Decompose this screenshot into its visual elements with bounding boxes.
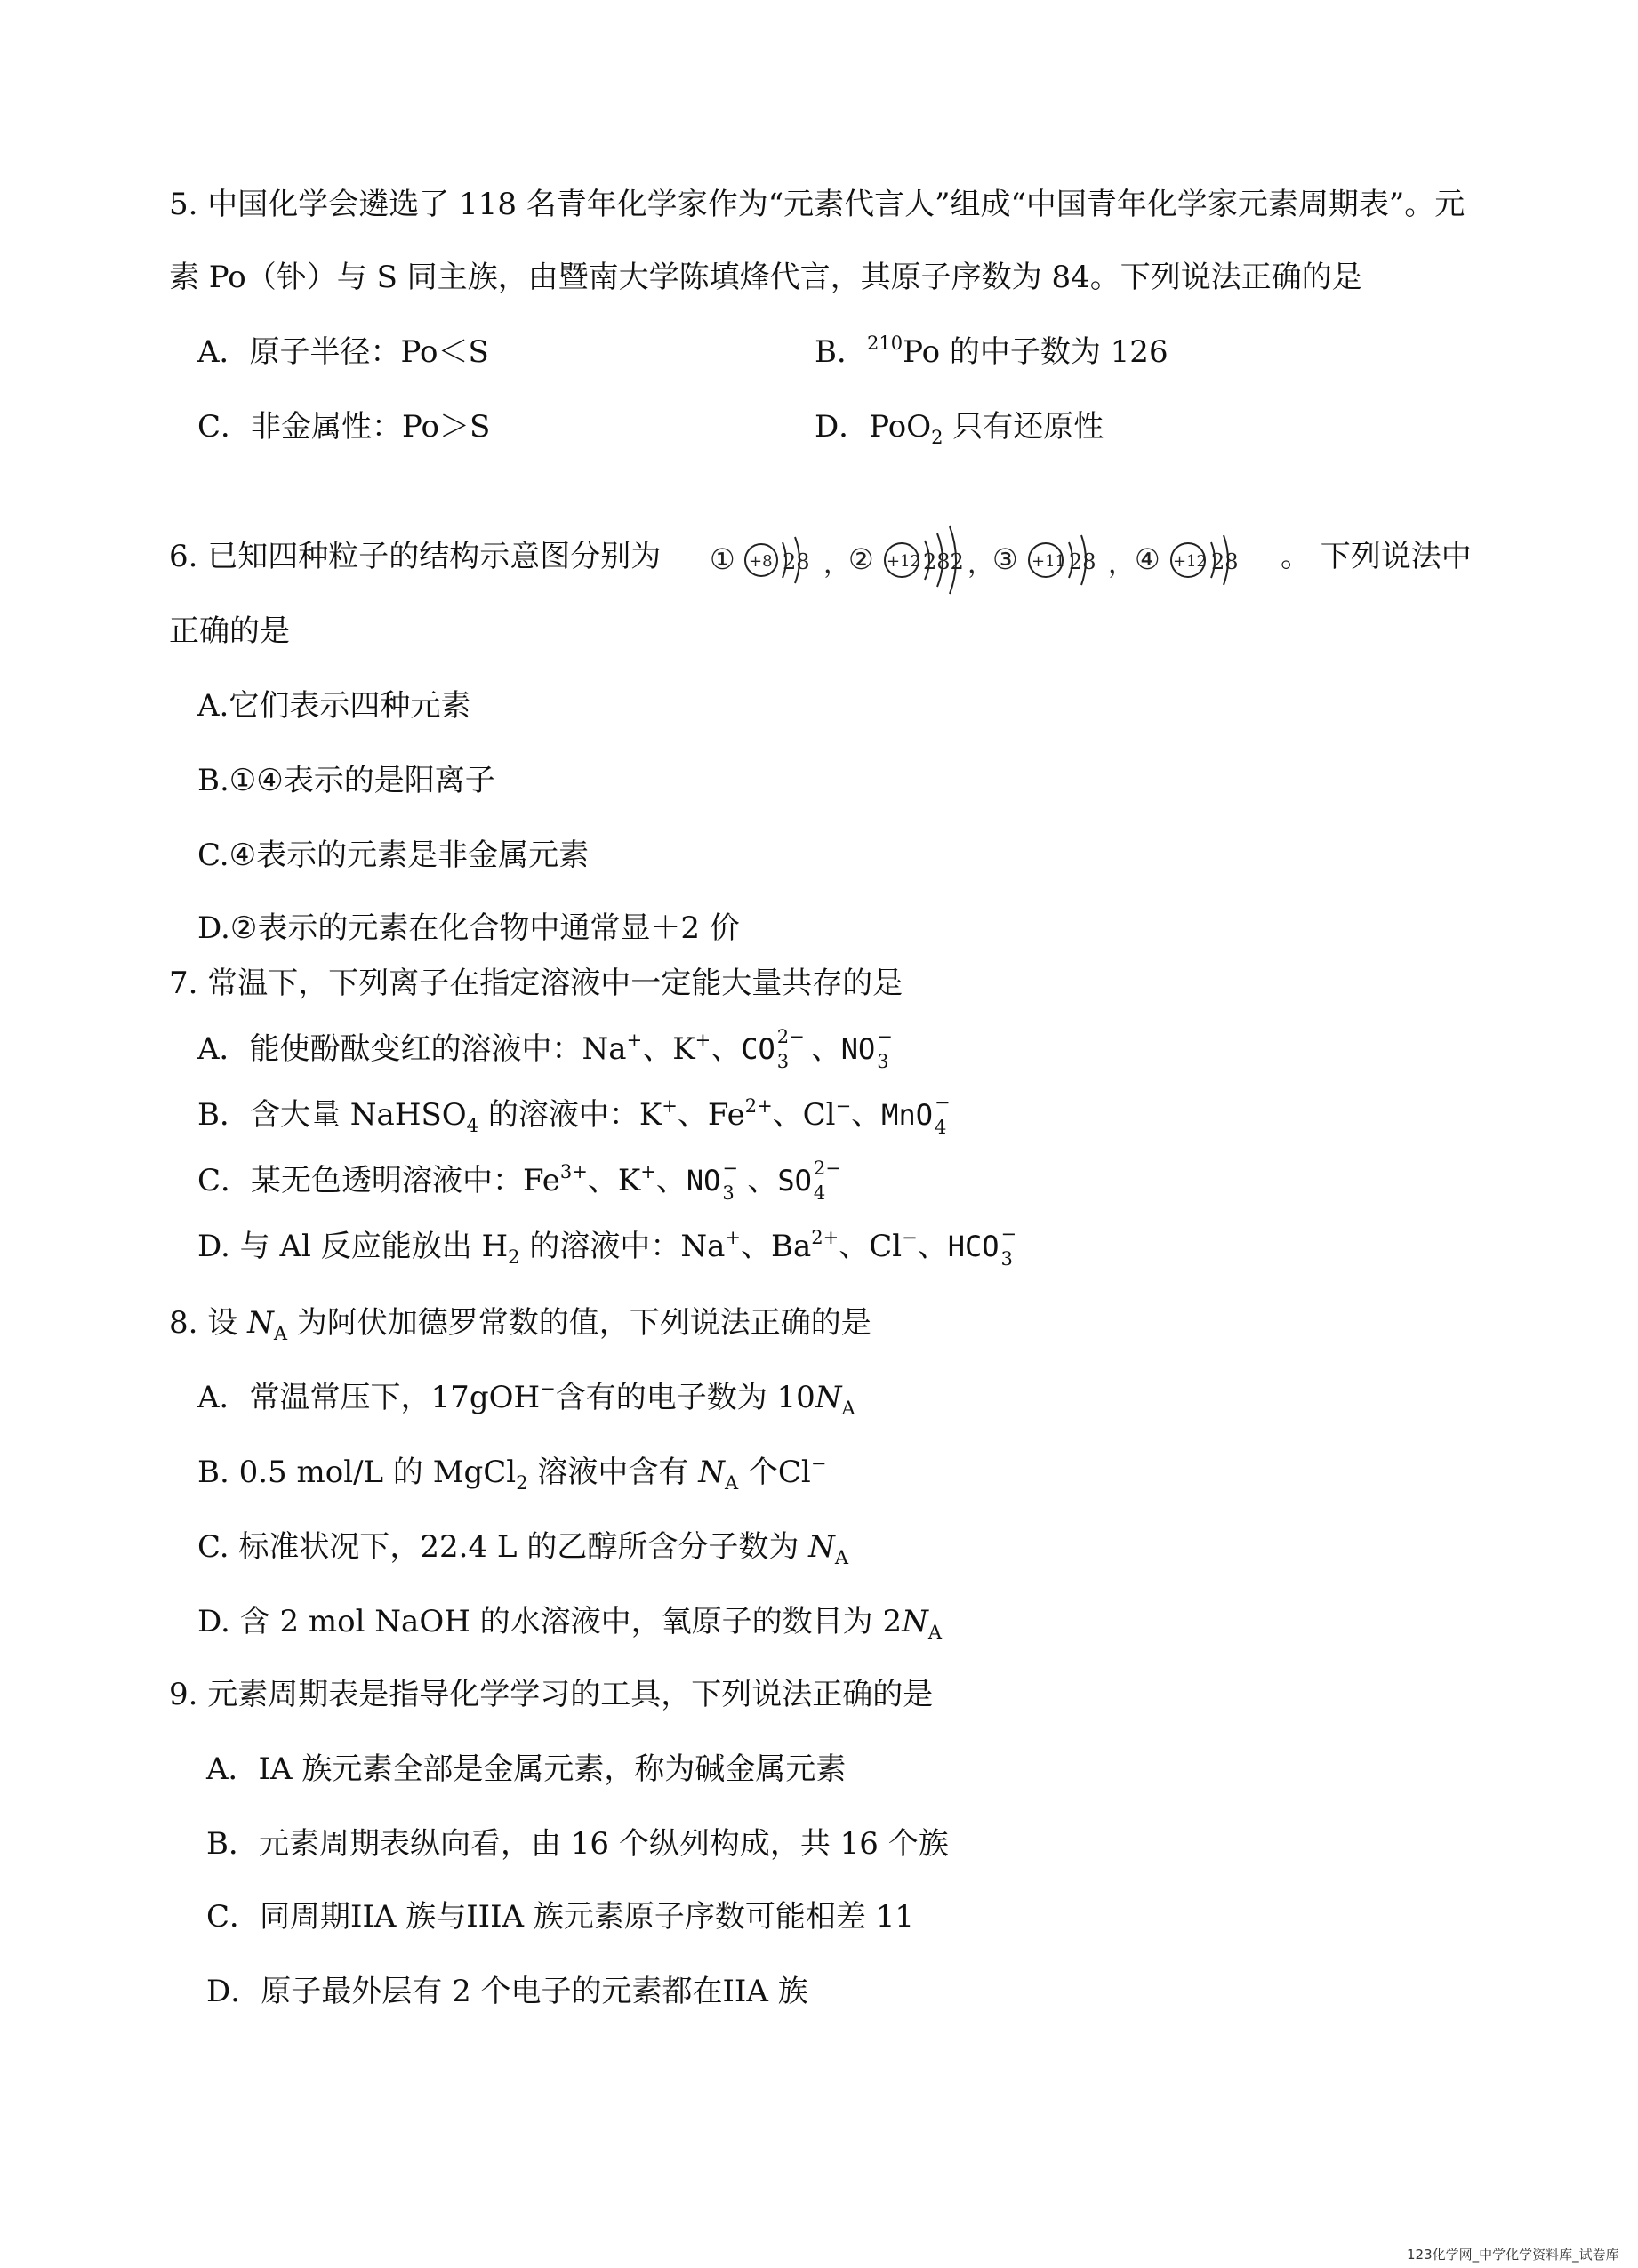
q7b-fe: Fe <box>707 1097 745 1133</box>
q7d-na-charge: + <box>725 1227 741 1248</box>
diagram-1-shells: 28 <box>783 549 810 574</box>
q5-option-c: C．非金属性：Po＞S <box>197 409 491 445</box>
q7-option-b <box>197 1092 960 1138</box>
q7a-sep1: 、 <box>642 1031 673 1067</box>
q8a-pre: A．常温常压下，17gOH <box>197 1380 541 1415</box>
q7b-mid: 的溶液中：K <box>478 1097 662 1133</box>
q7d-hco: HCO <box>947 1230 1000 1263</box>
q7b-cl-charge: − <box>835 1095 852 1117</box>
q8c-n: N <box>808 1529 835 1565</box>
q5-stem-line2: 素 Po（钋）与 S 同主族，由暨南大学陈填烽代言，其原子序数为 84。下列说法正确的是 <box>169 260 1362 295</box>
q8b-post: 个Cl <box>738 1455 811 1490</box>
q8-option-d <box>197 1602 942 1641</box>
q7d-h2-sub: 2 <box>508 1246 520 1268</box>
q8c-pre: C. 标准状况下，22.4 L 的乙醇所含分子数为 <box>197 1529 809 1565</box>
q7b-cl: Cl <box>802 1097 836 1133</box>
q8a-n: N <box>815 1380 842 1415</box>
q9-option-d: D．原子最外层有 2 个电子的元素都在IIA 族 <box>206 1974 808 2009</box>
q7b-sep3: 、 <box>851 1097 882 1133</box>
q7a-no-ion <box>875 1026 902 1072</box>
diagram-4-index: ④ <box>1135 542 1160 576</box>
diagram-1-index: ① <box>710 542 735 576</box>
q5-option-b-pre: B． <box>815 334 867 370</box>
q7b-k-charge: + <box>662 1095 678 1117</box>
diagram-4-nucleus: +12 <box>1173 552 1207 571</box>
q7c-so-sub: 4 <box>813 1182 826 1204</box>
atom-structure-diagrams <box>710 516 1279 605</box>
q5-option-b <box>815 333 1168 372</box>
q8b-cl-charge: − <box>810 1453 827 1474</box>
q5-stem-line1: 5. 中国化学会遴选了 118 名青年化学家作为“元素代言人”组成“中国青年化学家元素周期表”。元 <box>169 187 1465 222</box>
q5-option-d-sub: 2 <box>931 427 943 448</box>
q7d-mid: 的溶液中：Na <box>519 1229 726 1264</box>
q8d-pre: D. 含 2 mol NaOH 的水溶液中，氧原子的数目为 2 <box>197 1604 903 1639</box>
q8-stem-post: 为阿伏加德罗常数的值，下列说法正确的是 <box>286 1305 871 1341</box>
q6-option-d: D.②表示的元素在化合物中通常显＋2 价 <box>197 910 740 946</box>
diagram-1-nucleus: +8 <box>749 552 773 571</box>
q7a-pre: A．能使酚酞变红的溶液中：Na <box>197 1031 627 1067</box>
q7a-co: CO <box>741 1032 775 1066</box>
diagram-2-shells: 282 <box>923 549 964 574</box>
q7d-sep2: 、 <box>839 1229 870 1264</box>
q7a-no-sub: 3 <box>877 1051 889 1072</box>
q6-option-b: B.①④表示的是阳离子 <box>197 763 495 798</box>
q7d-cl-charge: − <box>902 1227 918 1248</box>
footer-watermark: 123化学网_中学化学资料库_试卷库 <box>1407 2247 1619 2263</box>
diagram-2 <box>848 526 994 594</box>
q8b-a: A <box>724 1472 739 1494</box>
q8b-n: N <box>698 1455 725 1490</box>
q7-stem: 7. 常温下，下列离子在指定溶液中一定能大量共存的是 <box>169 966 903 1001</box>
q7c-sep3: 、 <box>747 1163 778 1198</box>
diagram-4 <box>1135 535 1239 585</box>
q6-stem-line1: 6. 已知四种粒子的结构示意图分别为 <box>169 539 662 574</box>
diagram-3-nucleus: +11 <box>1032 552 1065 571</box>
q8-stem-pre: 8. 设 <box>169 1305 248 1341</box>
q7a-k-charge: + <box>695 1030 711 1051</box>
diagram-3-index: ③ <box>992 542 1018 576</box>
q8a-a: A <box>841 1398 855 1419</box>
diagram-3 <box>992 535 1135 585</box>
q7c-fe-charge: 3+ <box>559 1161 588 1182</box>
diagram-3-shells: 28 <box>1069 549 1096 574</box>
q7b-mno-sub: 4 <box>934 1117 947 1138</box>
q8d-a: A <box>927 1622 943 1643</box>
q7b-mno: MnO <box>881 1098 933 1132</box>
q7b-fe-charge: 2+ <box>744 1095 773 1117</box>
q7d-hco-sub: 3 <box>1000 1248 1013 1270</box>
q7b-mno-ion <box>933 1092 960 1138</box>
diagram-1-comma: ， <box>823 549 850 580</box>
q6-stem-line1-end: 。 下列说法中 <box>1281 539 1472 574</box>
q6-stem-line2: 正确的是 <box>169 613 290 649</box>
diagram-4-shells: 28 <box>1211 549 1239 574</box>
q9-option-b: B．元素周期表纵向看，由 16 个纵列构成，共 16 个族 <box>206 1826 949 1862</box>
diagram-2-comma: ， <box>968 549 994 580</box>
q7a-no: NO <box>840 1032 876 1066</box>
q8-stem <box>169 1303 871 1342</box>
q7-option-c <box>197 1158 847 1204</box>
q8a-mid: 含有的电子数为 10 <box>555 1380 815 1415</box>
diagram-2-index: ② <box>848 542 874 576</box>
q5-option-a: A．原子半径：Po＜S <box>197 334 489 370</box>
q7c-k-charge: + <box>640 1161 656 1182</box>
q8-stem-a: A <box>273 1323 287 1344</box>
q7c-pre: C．某无色透明溶液中：Fe <box>197 1163 560 1198</box>
q9-stem: 9. 元素周期表是指导化学学习的工具，下列说法正确的是 <box>169 1677 934 1712</box>
q7c-so: SO <box>777 1164 812 1198</box>
q9-option-c: C．同周期IIA 族与IIIA 族元素原子序数可能相差 11 <box>206 1899 914 1935</box>
q7a-sep3: 、 <box>810 1031 841 1067</box>
q8b-sub2: 2 <box>516 1472 528 1494</box>
q7b-sub4: 4 <box>466 1115 479 1136</box>
q7d-hco-ion <box>1000 1223 1026 1270</box>
q9-option-a: A．IA 族元素全部是金属元素，称为碱金属元素 <box>206 1751 847 1787</box>
q7a-co-sub: 3 <box>776 1051 790 1072</box>
q7a-na-charge: + <box>626 1030 643 1051</box>
diagram-2-nucleus: +12 <box>887 552 920 571</box>
q8-option-a <box>197 1378 855 1417</box>
q5-option-d <box>815 407 1104 446</box>
q7c-no: NO <box>686 1164 721 1198</box>
q8-stem-n: N <box>247 1305 274 1341</box>
q8b-pre: B. 0.5 mol/L 的 MgCl <box>197 1455 517 1490</box>
q7b-sep1: 、 <box>677 1097 708 1133</box>
q7c-no-ion <box>720 1158 747 1204</box>
q5-option-b-mass: 210 <box>867 333 903 354</box>
q7c-no-sub: 3 <box>722 1182 735 1204</box>
q8b-mid: 溶液中含有 <box>527 1455 699 1490</box>
q7c-no-charge: − <box>722 1158 738 1179</box>
q5-option-d-pre: D．PoO <box>815 409 932 445</box>
diagram-1 <box>710 537 850 583</box>
q7a-sep2: 、 <box>711 1031 742 1067</box>
q8d-n: N <box>902 1604 928 1639</box>
q8-option-b <box>197 1453 826 1492</box>
q7c-sep1: 、 <box>587 1163 618 1198</box>
q7d-cl: Cl <box>869 1229 903 1264</box>
q7a-co-ion <box>775 1026 811 1072</box>
q7c-so-charge: 2− <box>813 1158 841 1179</box>
q5-option-d-post: 只有还原性 <box>943 409 1104 445</box>
q7d-sep1: 、 <box>740 1229 771 1264</box>
q7-option-d <box>197 1223 1026 1270</box>
q6-option-c: C.④表示的元素是非金属元素 <box>197 837 590 873</box>
q7b-pre: B．含大量 NaHSO <box>197 1097 467 1133</box>
q7d-pre: D. 与 Al 反应能放出 H <box>197 1229 509 1264</box>
q7-option-a <box>197 1026 902 1072</box>
q7c-sep2: 、 <box>655 1163 687 1198</box>
q7d-ba: Ba <box>770 1229 812 1264</box>
q8c-a: A <box>834 1547 849 1568</box>
q7c-k: K <box>617 1163 641 1198</box>
q7b-mno-charge: − <box>934 1092 951 1113</box>
q7a-k: K <box>672 1031 695 1067</box>
q7c-so-ion <box>812 1158 847 1204</box>
q8a-oh-charge: − <box>540 1378 556 1399</box>
q5-option-b-post: Po 的中子数为 126 <box>903 334 1168 370</box>
q8-option-c <box>197 1527 848 1567</box>
diagram-3-comma: ， <box>1108 549 1135 580</box>
q7b-sep2: 、 <box>772 1097 803 1133</box>
q7d-sep3: 、 <box>917 1229 948 1264</box>
q7d-hco-charge: − <box>1000 1223 1017 1245</box>
q7a-co-charge: 2− <box>776 1026 805 1047</box>
q7a-no-charge: − <box>877 1026 893 1047</box>
q6-option-a: A.它们表示四种元素 <box>197 688 471 724</box>
q7d-ba-charge: 2+ <box>811 1227 839 1248</box>
